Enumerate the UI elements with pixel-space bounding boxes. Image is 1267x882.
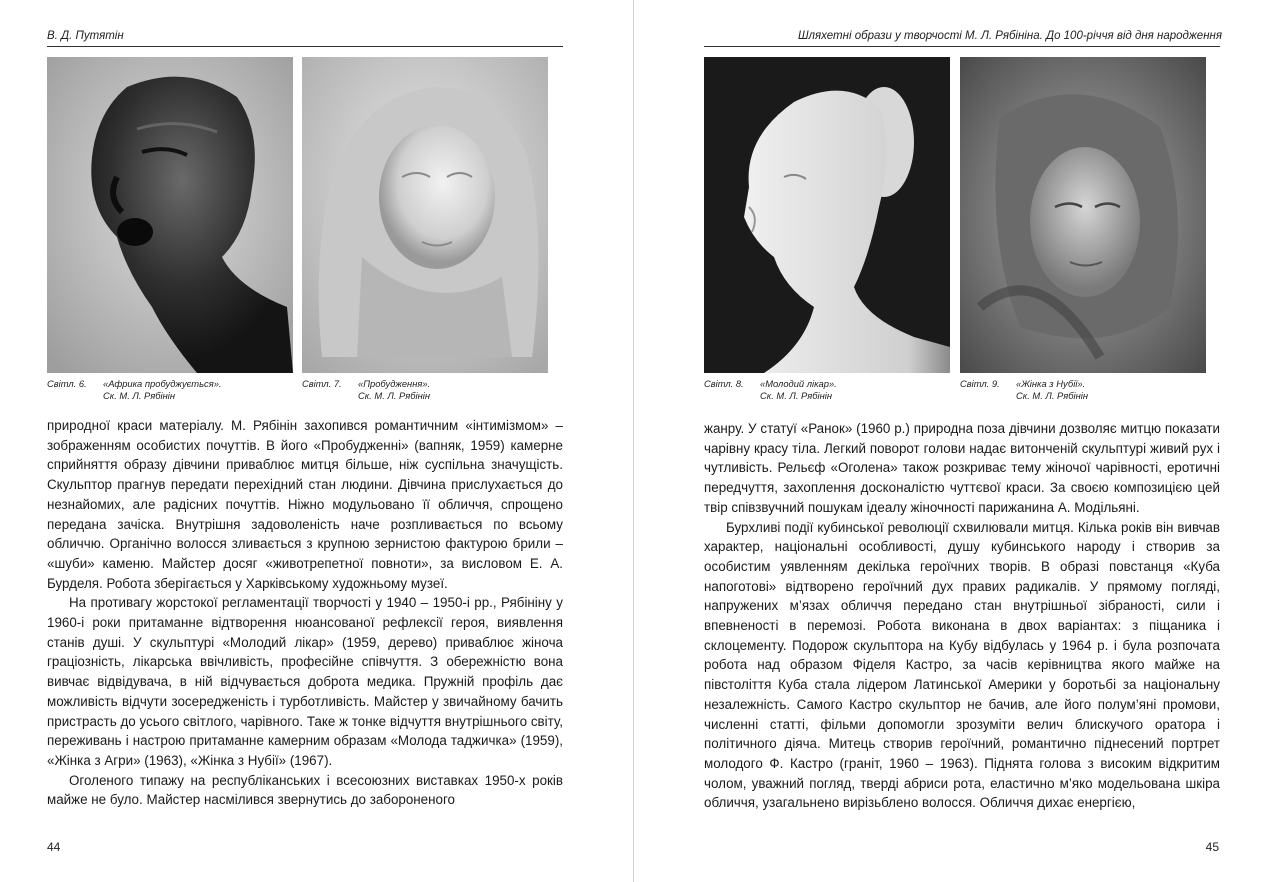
header-rule-right <box>704 46 1220 47</box>
photo-woman-from-nubia <box>960 57 1206 373</box>
running-head-right: Шляхетні образи у творчості М. Л. Рябініна. До 100-річчя від дня народження <box>797 30 1222 42</box>
paragraph: На противагу жорстокої регламентації творчості у 1940 – 1950-і рр., Рябініну у 1960-і роки притаманне відтворення нюансованої рефлексії героя, виявлення станів душі. У скульптурі «Молодий лікар» (1959, дерево) приваблює жіноча граціозність, лікарська ввічливість, професійне співчуття. З обережністю вона вивчає відвідувача, в ній відчувається доброта медика. Пружній профіль дає можливість відчути зосередженість і турботливість. Майстер у звичайному бачить пристрасть до усього світлого, чарівного. Таке ж тонке відчуття внутрішнього світу, переживань і настрою притаманне камерним образам «Молода таджичка» (1959), «Жінка з Агри» (1963), «Жінка з Нубії» (1967). <box>47 595 563 768</box>
left-page <box>0 0 633 882</box>
caption-figure-7: Світл. 7. «Пробудження». Ск. М. Л. Рябінін <box>302 378 431 401</box>
header-rule-left <box>47 46 563 47</box>
right-page <box>634 0 1267 882</box>
caption-figure-8: Світл. 8. «Молодий лікар». Ск. М. Л. Рябінін <box>704 378 837 401</box>
page-number-left: 44 <box>47 840 61 854</box>
body-text-right <box>704 419 1220 813</box>
body-text-left <box>47 416 563 810</box>
sculpture-head-dark-image <box>47 57 293 373</box>
paragraph: Бурхливі події кубинської революції схвилювали митця. Кілька років він вивчав характер, національні особливості, душу кубинського народу і створив за особистим уявленням декілька героїчних творів. В образі повстанця «Куба напоготові» відтворено героїчний дух правих радикалів. У прямому погляді, напружених м’язах обличчя передано стан внутрішньої зібраності, сили і впевненості в перемозі. Робота виконана в двох варіантах: з піщаника і склоцементу. Подорож скульптора на Кубу відбулась у 1964 р. і була розпочата робота над образом Фіделя Кастро, за часів керівництва якого майже на півстоліття Куба стала лідером Латинської Америки у боротьбі за національну незалежність. Самого Кастро скульптор не бачив, але його полум’яні промови, численні статті, фільми допомогли зрозуміти велич блискучого оратора і політичного діяча. Митець створив героїчний, романтично піднесений портрет молодого Ф. Кастро (граніт, 1960 – 1963). Піднята голова з високим відкритим чолом, уважний погляд, тверді абриси рота, еластично м’яко модельована шкіра обличчя, узагальнено вирізьблено волосся. Обличчя дихає енергією, <box>704 519 1220 811</box>
paragraph: природної краси матеріалу. М. Рябінін захопився романтичним «інтимізмом» – зображенням особистих почуттів. В його «Пробудженні» (вапняк, 1959) камерне сприйняття образу дівчини приваблює митця більше, ніж суспільна значущість. Скульптор прагнув передати перехідний стан людини. Дівчина прислухається до незнайомих, але радісних почуттів. Ніжно модульовано її обличчя, спрощено передана зачіска. Внутрішня задоволеність наче розпливається по всьому обличчю. Органічно волосся зливається з крупною зернистою фактурою брили – «шуби» каменю. Майстер досяг «животрепетної повноти», за висловом Е. А. Бурделя. Робота зберігається у Харківському художньому музеї. <box>47 418 563 591</box>
paragraph: жанру. У статуї «Ранок» (1960 р.) природна поза дівчини дозволяє митцю показати чарівну красу тіла. Легкий поворот голови надає витонченій скульптурі живий рух і чутливість. Рельєф «Оголена» також розкриває тему жіночої чарівності, еротичні передчуття, захоплення досконалістю чуттєвої краси. За своєю композицією цей твір співзвучний пошукам ідеалу жіночності парижанина А. Модільяні. <box>704 421 1220 515</box>
running-head-left: В. Д. Путятін <box>47 30 124 42</box>
photo-awakening <box>302 57 548 373</box>
photo-young-doctor <box>704 57 950 373</box>
paragraph: Оголеного типажу на республіканських і всесоюзних виставках 1950-х років майже не було. Майстер насмілився звернутись до забороненого <box>47 772 563 808</box>
stone-face-image <box>960 57 1206 373</box>
caption-figure-9: Світл. 9. «Жінка з Нубії». Ск. М. Л. Рябінін <box>960 378 1088 401</box>
relief-girl-image <box>302 57 548 373</box>
photo-africa-awakening <box>47 57 293 373</box>
caption-figure-6: Світл. 6. «Африка пробуджується». Ск. М. Л. Рябінін <box>47 378 222 401</box>
profile-woman-image <box>704 57 950 373</box>
page-number-right: 45 <box>1205 840 1219 854</box>
